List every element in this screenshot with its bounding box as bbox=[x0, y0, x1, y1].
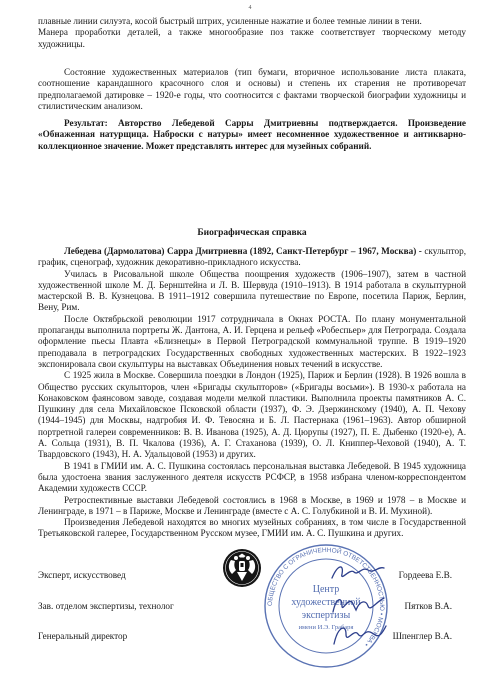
bio-paragraph: В 1941 в ГМИИ им. А. С. Пушкина состоялась персональная выставка Лебедевой. В 1945 художница была удостоена звания заслуженного деятеля искусств РСФСР, в 1958 избрана членом-корреспондентом Академии художеств СССР. bbox=[38, 460, 466, 494]
signature-role: Генеральный директор bbox=[38, 631, 128, 641]
bio-title: Биографическая справка bbox=[197, 228, 307, 238]
stamp-line: Центр bbox=[312, 584, 340, 595]
intro-line: плавные линии силуэта, косой быстрый штрих, усиленные нажатие и более темные линии в тени. bbox=[38, 16, 422, 26]
page-number: 4 bbox=[248, 5, 252, 11]
bio-heading: Лебедева (Дармолатова) Сарра Дмитриевна (1892, Санкт-Петербург – 1967, Москва) - bbox=[64, 246, 422, 256]
signature-name: Пятков В.А. bbox=[404, 601, 452, 611]
signature-row-director bbox=[38, 631, 466, 643]
intro-line: Манера проработки деталей, а также многообразие поз также соответствует творческому методу художницы. bbox=[38, 27, 466, 49]
stamp-line: художественной bbox=[291, 597, 361, 608]
materials-paragraph: Состояние художественных материалов (тип бумаги, вторичное использование листа плаката, соотношение карандашного красочного слоя и основы) и степень их старения не противоречат предполагаемой датировке – 1920-е годы, что соотносится с фактами творческой биографии художницы и стилистическим анализом. bbox=[38, 67, 466, 111]
bio-paragraph: После Октябрьской революции 1917 сотрудничала в Окнах РОСТА. По плану монументальной пропаганды выполнила портреты Ж. Дантона, А. И. Герцена и рельеф «Робеспьер» для Петрограда. Создала оформление пьесы Плавта «Близнецы» в Первой Петроградской коммунальной труппе. В 1919–1920 преподавала в петроградских Государственных свободных художественных мастерских. В 1922–1923 экспонировала свои скульптуры на выставках Объединения новых течений в искусстве. bbox=[38, 313, 466, 369]
signature-scribble-technologist bbox=[330, 592, 388, 618]
stamp-line: имени И.Э. Грабаря bbox=[298, 624, 354, 631]
signature-role: Зав. отделом экспертизы, технолог bbox=[38, 601, 174, 611]
bio-block bbox=[38, 246, 466, 540]
bio-paragraph: Произведения Лебедевой находятся во многих музейных собраниях, в том числе в Государственной Третьяковской галерее, Государственном Русском музее, ГМИИ им. А. С. Пушкина и других. bbox=[38, 517, 466, 539]
coat-of-arms-icon bbox=[222, 548, 262, 588]
signature-row-technologist bbox=[38, 601, 466, 613]
signature-role: Эксперт, искусствовед bbox=[38, 570, 126, 580]
bio-paragraph: Училась в Рисовальной школе Общества поощрения художеств (1906–1907), затем в частной художественной школе М. Д. Бернштейна и Л. В. Шервуда (1910–1913). В 1914 работала в скульптурной мастерской В. В. Кузнецова. В 1911–1912 совершила путешествие по Европе, посетила Париж, Берлин, Вену, Рим. bbox=[38, 268, 466, 313]
signature-name: Шпенглер В.А. bbox=[392, 631, 452, 641]
signature-name: Гордеева Е.В. bbox=[398, 570, 452, 580]
intro-block bbox=[38, 16, 466, 50]
result-paragraph-block bbox=[38, 118, 466, 152]
materials-paragraph-block bbox=[38, 67, 466, 112]
bio-heading-rest: скульптор, график, сценограф, художник декоративно-прикладного искусства. bbox=[38, 246, 466, 268]
stamp-ring-text: ОБЩЕСТВО С ОГРАНИЧЕННОЙ ОТВЕТСТВЕННОСТЬЮ • МОСКВА • bbox=[266, 546, 386, 648]
result-paragraph: Результат: Авторство Лебедевой Сарры Дмитриевны подтверждается. Произведение «Обнаженная натурщица. Наброски с натуры» имеет несомненное художественное и антикварно-коллекционное значение. Может представлять интерес для музейных собраний. bbox=[38, 118, 466, 151]
stamp-line: экспертизы bbox=[301, 610, 351, 621]
bio-paragraph: С 1925 жила в Москве. Совершила поездки в Лондон (1925), Париж и Берлин (1928). В 1926 вошла в Общество русских скульпторов, член «Бригады скульпторов» («Бригады восьми»). В 1930-х работала на Конаковском фаянсовом заводе, создавая модели мелкой пластики. Выполнила проекты памятников А. С. Пушкину для села Михайловское Псковской области (1937), Ф. Э. Дзержинскому (1940), А. П. Чехову (1944–1945) для Москвы, надгробия И. Ф. Тевосяна и Б. Л. Пастернака (1961–1963). Автор обширной портретной галереи современников: В. В. Иванова (1925), А. Д. Цюрупы (1927), П. Е. Дыбенко (1920-е), А. А. Сольца (1931), В. П. Чкалова (1936), А. Г. Стаханова (1939), О. Л. Книппер-Чеховой (1940), А. Т. Твардовского (1943), Н. А. Удальцовой (1953) и других. bbox=[38, 370, 466, 460]
signature-scribble-director bbox=[330, 622, 390, 650]
signature-scribble-expert bbox=[328, 560, 388, 586]
bio-heading-paragraph bbox=[38, 246, 466, 269]
bio-paragraph: Ретроспективные выставки Лебедевой состоялись в 1968 в Москве, в 1969 и 1978 – в Москве и Ленинграде, в 1971 – в Париже, Москве и Ленинграде (вместе с А. С. Голубкиной и В. И. Мухиной). bbox=[38, 494, 466, 516]
